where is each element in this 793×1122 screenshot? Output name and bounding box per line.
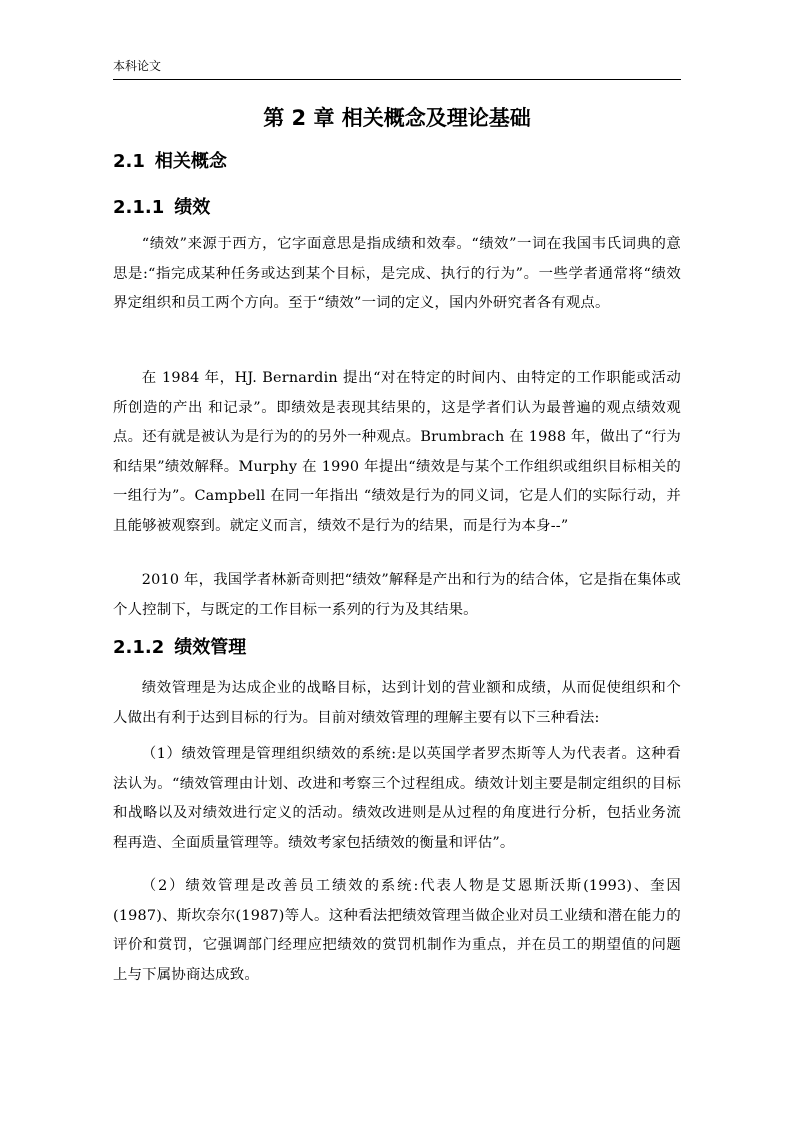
section-heading-2-1 (113, 150, 227, 174)
paragraph-management-view-2: （2）绩效管理是改善员工绩效的系统:代表人物是艾恩斯沃斯(1993)、奎因(1987)、斯坎奈尔(1987)等人。这种看法把绩效管理当做企业对员工业绩和潜在能力的评价和赏罚，它强调部门经理应把绩效的赏罚机制作为重点，并在员工的期望值的问题上与下属协商达成致。 (113, 878, 681, 983)
section-title: 相关概念 (154, 151, 227, 172)
chapter-title: 第 2 章 相关概念及理论基础 (263, 106, 531, 130)
section-number: 2.1.1 (113, 197, 165, 218)
section-heading-2-1-2 (113, 636, 246, 660)
section-number: 2.1.2 (113, 637, 165, 658)
section-heading-2-1-1 (113, 196, 210, 220)
header-rule (113, 79, 681, 80)
running-header: 本科论文 (113, 59, 162, 73)
paragraph-performance-lin: 2010 年，我国学者林新奇则把“绩效”解释是产出和行为的结合体，它是指在集体或个人控制下，与既定的工作目标一系列的行为及其结果。 (113, 572, 681, 618)
paragraph-management-intro: 绩效管理是为达成企业的战略目标，达到计划的营业额和成绩，从而促使组织和个人做出有利于达到目标的行为。目前对绩效管理的理解主要有以下三种看法: (113, 680, 681, 726)
paragraph-management-view-1: （1）绩效管理是管理组织绩效的系统:是以英国学者罗杰斯等人为代表者。这种看法认为。“绩效管理由计划、改进和考察三个过程组成。绩效计划主要是制定组织的目标和战略以及对绩效进行定义的活动。绩效改进则是从过程的角度进行分析，包括业务流程再造、全面质量管理等。绩效考家包括绩效的衡量和评估”。 (113, 746, 681, 851)
paragraph-performance-views: 在 1984 年，HJ. Bernardin 提出“对在特定的时间内、由特定的工作职能或活动所创造的产出 和记录”。即绩效是表现其结果的，这是学者们认为最普遍的观点绩效观点。还有就是被认为是行为的的另外一种观点。Brumbrach 在 1988 年，做出了“行为和结果”绩效解释。Murphy 在 1990 年提出“绩效是与某个工作组织或组织目标相关的一组行为”。Campbell 在同一年指出 “绩效是行为的同义词，它是人们的实际行动，并且能够被观察到。就定义而言，绩效不是行为的结果，而是行为本身--” (113, 370, 681, 534)
section-title: 绩效管理 (174, 637, 247, 658)
paragraph-performance-origin: “绩效”来源于西方，它字面意思是指成绩和效奉。“绩效”一词在我国韦氏词典的意思是:“指完成某种任务或达到某个目标，是完成、执行的行为”。一些学者通常将“绩效 界定组织和员工两个方向。至于“绩效”一词的定义，国内外研究者各有观点。 (113, 236, 696, 311)
section-title: 绩效 (174, 197, 211, 218)
section-number: 2.1 (113, 151, 145, 172)
